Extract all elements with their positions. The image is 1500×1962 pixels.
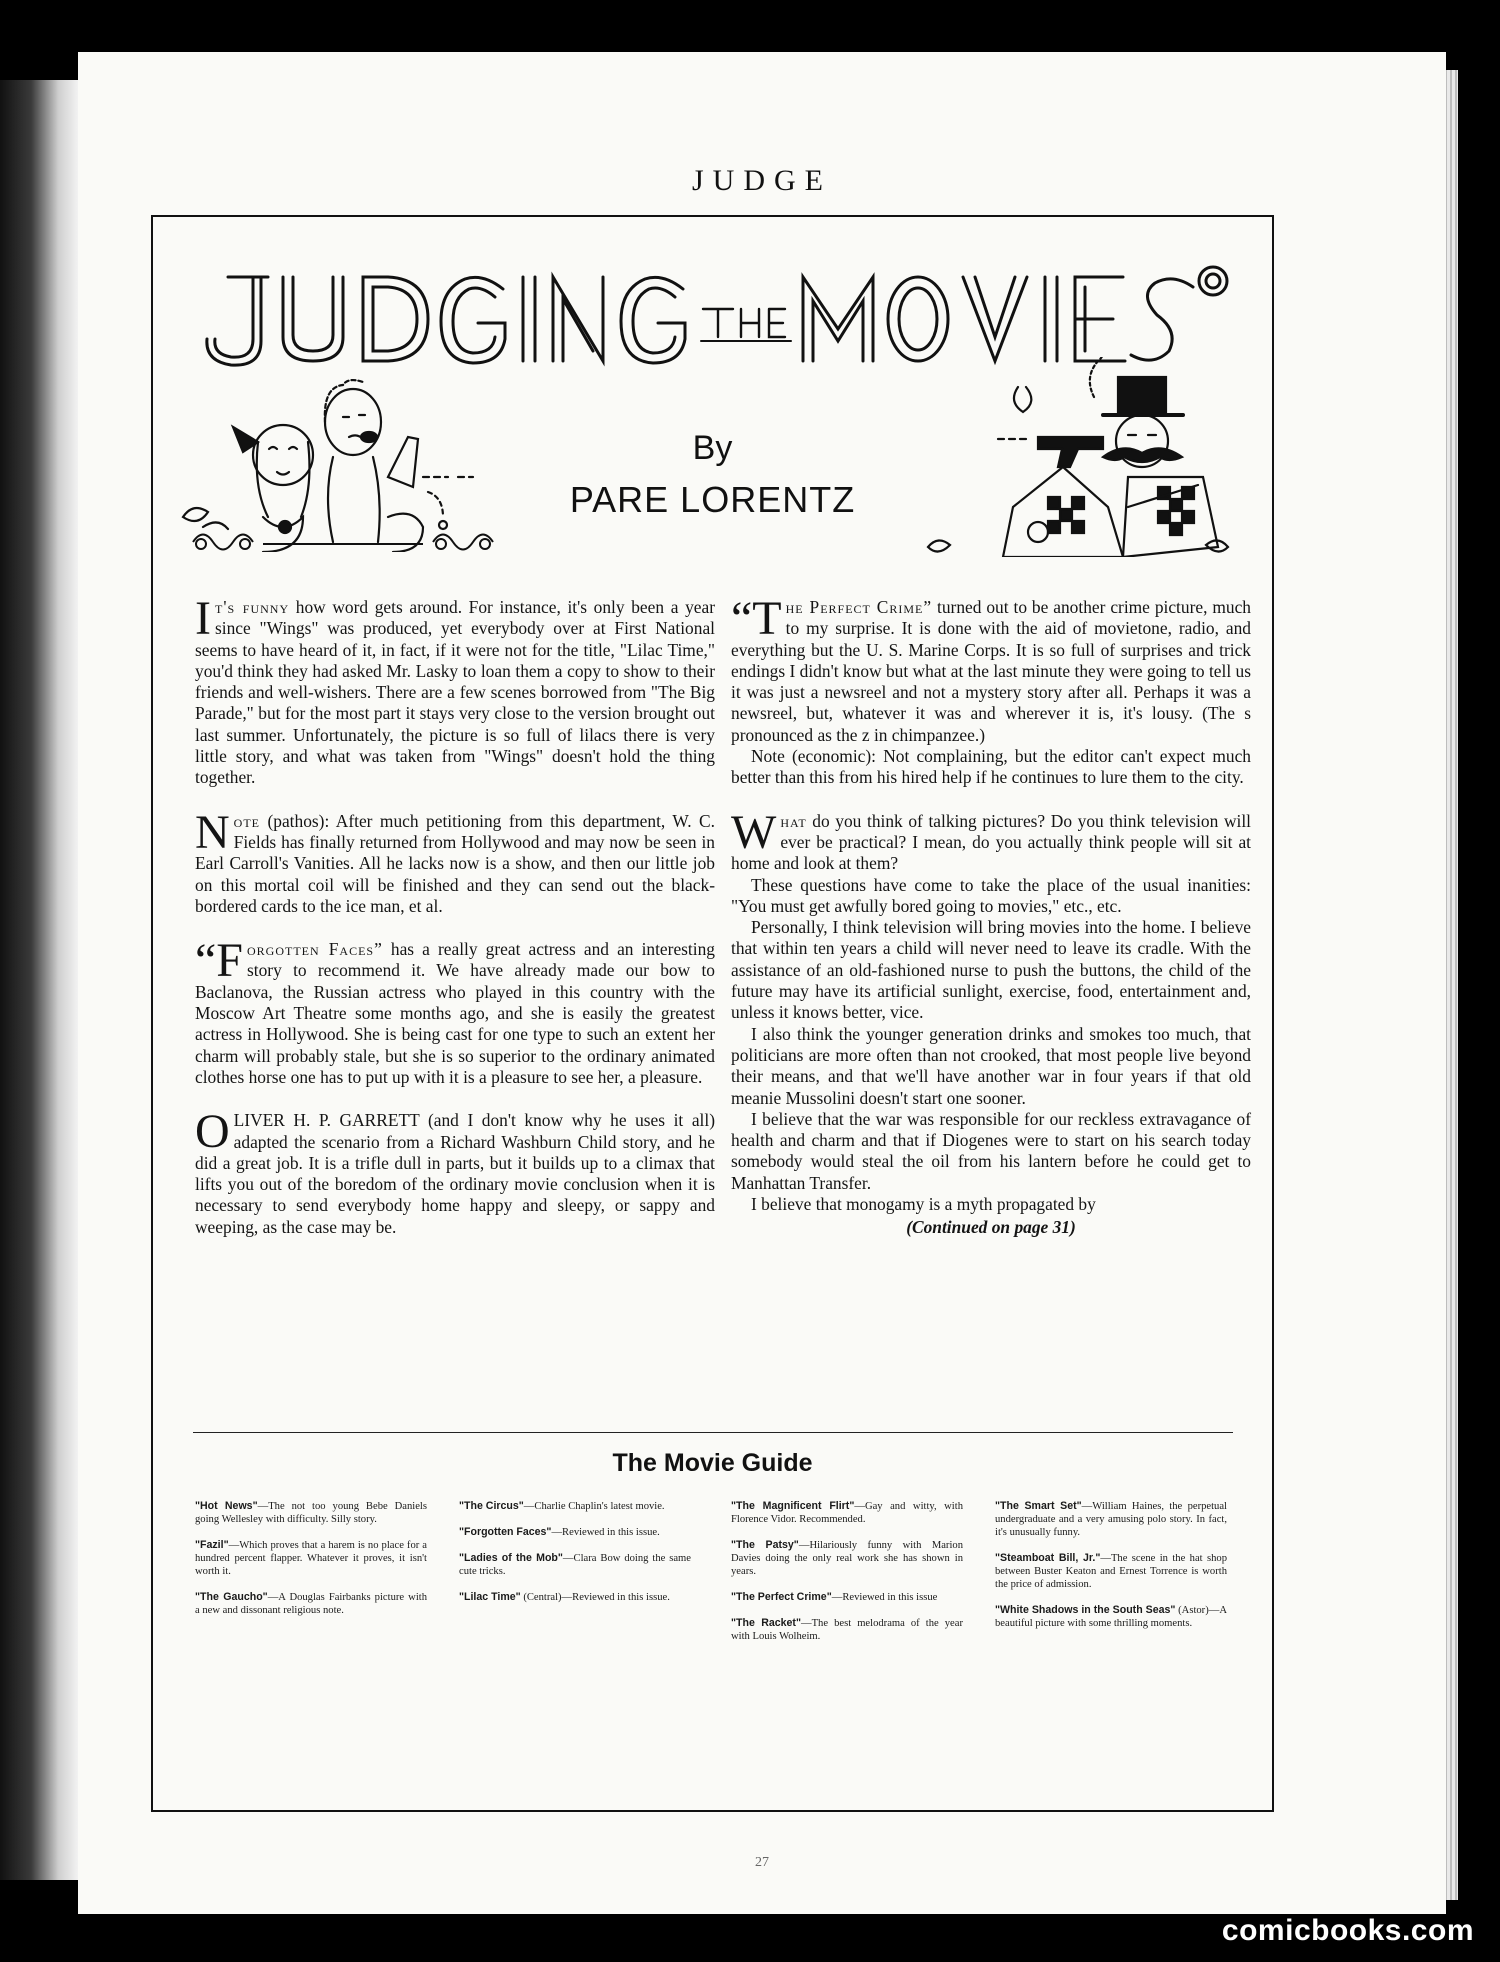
magazine-page	[78, 52, 1446, 1914]
guide-entry: "The Gaucho"—A Douglas Fairbanks picture with a new and dissonant religious note.	[195, 1591, 428, 1616]
article-column-left	[195, 592, 715, 1260]
guide-entry: "Ladies of the Mob"—Clara Bow doing the same cute tricks.	[459, 1552, 692, 1577]
guide-entry: "The Racket"—The best melodrama of the year with Louis Wolheim.	[731, 1617, 963, 1642]
guide-entry: "White Shadows in the South Seas" (Astor)—A beautiful picture with some thrilling moments.	[995, 1604, 1227, 1629]
villain-illustration	[898, 357, 1248, 557]
paragraph-perfect-crime: “The Perfect Crime” turned out to be another crime picture, much to my surprise. It is done with the aid of movietone, radio, and everything but the U. S. Marine Corps. It is so full of surprises and trick endings I didn't know but what at the last minute they were going to tell us it was just a newsreel and not a mystery story after all. Perhaps it was a newsreel, but, whatever it was and wherever it is, it's lousy. (The s pronounced as the z in chimpanzee.)	[731, 592, 1251, 745]
paragraph-younger-generation: I also think the younger generation drinks and smokes too much, that politicians are more often than not crooked, that most people live beyond their means, and that we'll have another war in four years if that old meanie Mussolini doesn't start one sooner.	[731, 1023, 1251, 1108]
title-banner	[173, 259, 1253, 369]
paragraph-television: Personally, I think television will bring movies into the home. I believe that within ten years a child will never need to leave its cradle. With the assistance of an old-fashioned nurse to push the buttons, the child of the future may have its artificial sunlight, exercise, food, entertainment and, unless it knows better, vice.	[731, 917, 1251, 1023]
guide-column-2	[459, 1500, 691, 1617]
paragraph-talking-pictures: What do you think of talking pictures? Do you think television will ever be practical? I mean, do you actually think people will sit at home and look at them?	[731, 805, 1251, 874]
paragraph-forgotten-faces: “Forgotten Faces” has a really great actress and an interesting story to recommend it. We have already made our bow to Baclanova, the Russian actress who played in this country with the Moscow Art Theatre some months ago, and she is easily the greatest actress in Hollywood. She is being cast for one type to such an extent her charm will probably stale, but she is so superior to the ordinary animated clothes horse one has to put up with it is a pleasure to see her, a pleasure.	[195, 934, 715, 1087]
book-spine-left	[0, 80, 78, 1880]
guide-entry: "The Smart Set"—William Haines, the perpetual undergraduate and a very amusing polo story. In fact, it's unusually funny.	[995, 1500, 1228, 1538]
guide-entry: "Steamboat Bill, Jr."—The scene in the hat shop between Buster Keaton and Ernest Torrence is worth the price of admission.	[995, 1552, 1227, 1590]
article-column-right	[731, 592, 1251, 1261]
paragraph-monogamy: I believe that monogamy is a myth propagated by	[751, 1194, 1096, 1215]
continued-note: (Continued on page 31)	[906, 1217, 1076, 1238]
guide-entry: "The Circus"—Charlie Chaplin's latest movie.	[459, 1500, 665, 1512]
paragraph-note-pathos: Note (pathos): After much petitioning from this department, W. C. Fields has finally returned from Hollywood and may now be seen in Earl Carroll's Vanities. All he lacks now is a show, and then our little job on this mortal coil will be finished and they can send out the black-bordered cards to the ice man, et al.	[195, 805, 715, 916]
paragraph-war: I believe that the war was responsible for our reckless extravagance of health and charm and that if Diogenes were to start on his search today somebody would steal the oil from his lantern before he could get to Manhattan Transfer.	[731, 1108, 1251, 1193]
guide-entry: "The Magnificent Flirt"—Gay and witty, with Florence Vidor. Recommended.	[731, 1500, 963, 1525]
byline-by: By	[692, 429, 733, 467]
guide-entry: "The Perfect Crime"—Reviewed in this issue	[731, 1591, 938, 1603]
guide-column-3	[731, 1500, 963, 1656]
scroll-ornament-left	[173, 522, 513, 562]
paragraph-garrett: OLIVER H. P. GARRETT (and I don't know why he uses it all) adapted the scenario from a Richard Washburn Child story, and he did a great job. It is a trifle dull in parts, but it builds up to a climax that lifts you out of the boredom of the ordinary movie conclusion when it is necessary to send everybody home happy and sleepy, or sappy and weeping, as the case may be.	[195, 1105, 715, 1237]
byline-author: PARE LORENTZ	[569, 479, 856, 520]
guide-column-4	[995, 1500, 1227, 1643]
guide-entry: "Fazil"—Which proves that a harem is no place for a hundred percent flapper. Whatever it proves, it isn't worth it.	[195, 1539, 427, 1577]
guide-entry: "Lilac Time" (Central)—Reviewed in this issue.	[459, 1591, 670, 1603]
paragraph-questions: These questions have come to take the place of the usual inanities: "You must get awfully bored going to movies," etc., etc.	[731, 874, 1251, 916]
guide-entry: "The Patsy"—Hilariously funny with Marion Davies doing the only real work she has shown in years.	[731, 1539, 963, 1577]
article-frame	[151, 215, 1274, 1812]
paragraph-lilac-time: It's funny how word gets around. For instance, it's only been a year since "Wings" was produced, yet everybody over at First National seems to have heard of it, in fact, if it were not for the title, "Lilac Time," you'd think they had asked Mr. Lasky to loan them a copy to show to their friends and well-wishers. There are a few scenes borrowed from "The Big Parade," but for the most part it stays very close to the version brought out last summer. Unfortunately, the picture is so full of lilacs there is very little story, and what was taken from "Wings" doesn't hold the thing together.	[195, 592, 715, 788]
guide-divider	[193, 1432, 1233, 1433]
paragraph-note-economic: Note (economic): Not complaining, but the editor can't expect much better than this from his hired help if he continues to lure them to the city.	[731, 746, 1251, 788]
guide-entry: "Forgotten Faces"—Reviewed in this issue.	[459, 1526, 660, 1538]
guide-entry: "Hot News"—The not too young Bebe Daniels going Wellesley with difficulty. Silly story.	[195, 1500, 427, 1525]
title-lettering	[207, 267, 1227, 365]
watermark: comicbooks.com	[1221, 1914, 1474, 1947]
guide-column-1	[195, 1500, 427, 1630]
running-head: JUDGE	[692, 164, 832, 197]
page-number: 27	[755, 1855, 769, 1870]
movie-guide-title: The Movie Guide	[612, 1449, 813, 1477]
